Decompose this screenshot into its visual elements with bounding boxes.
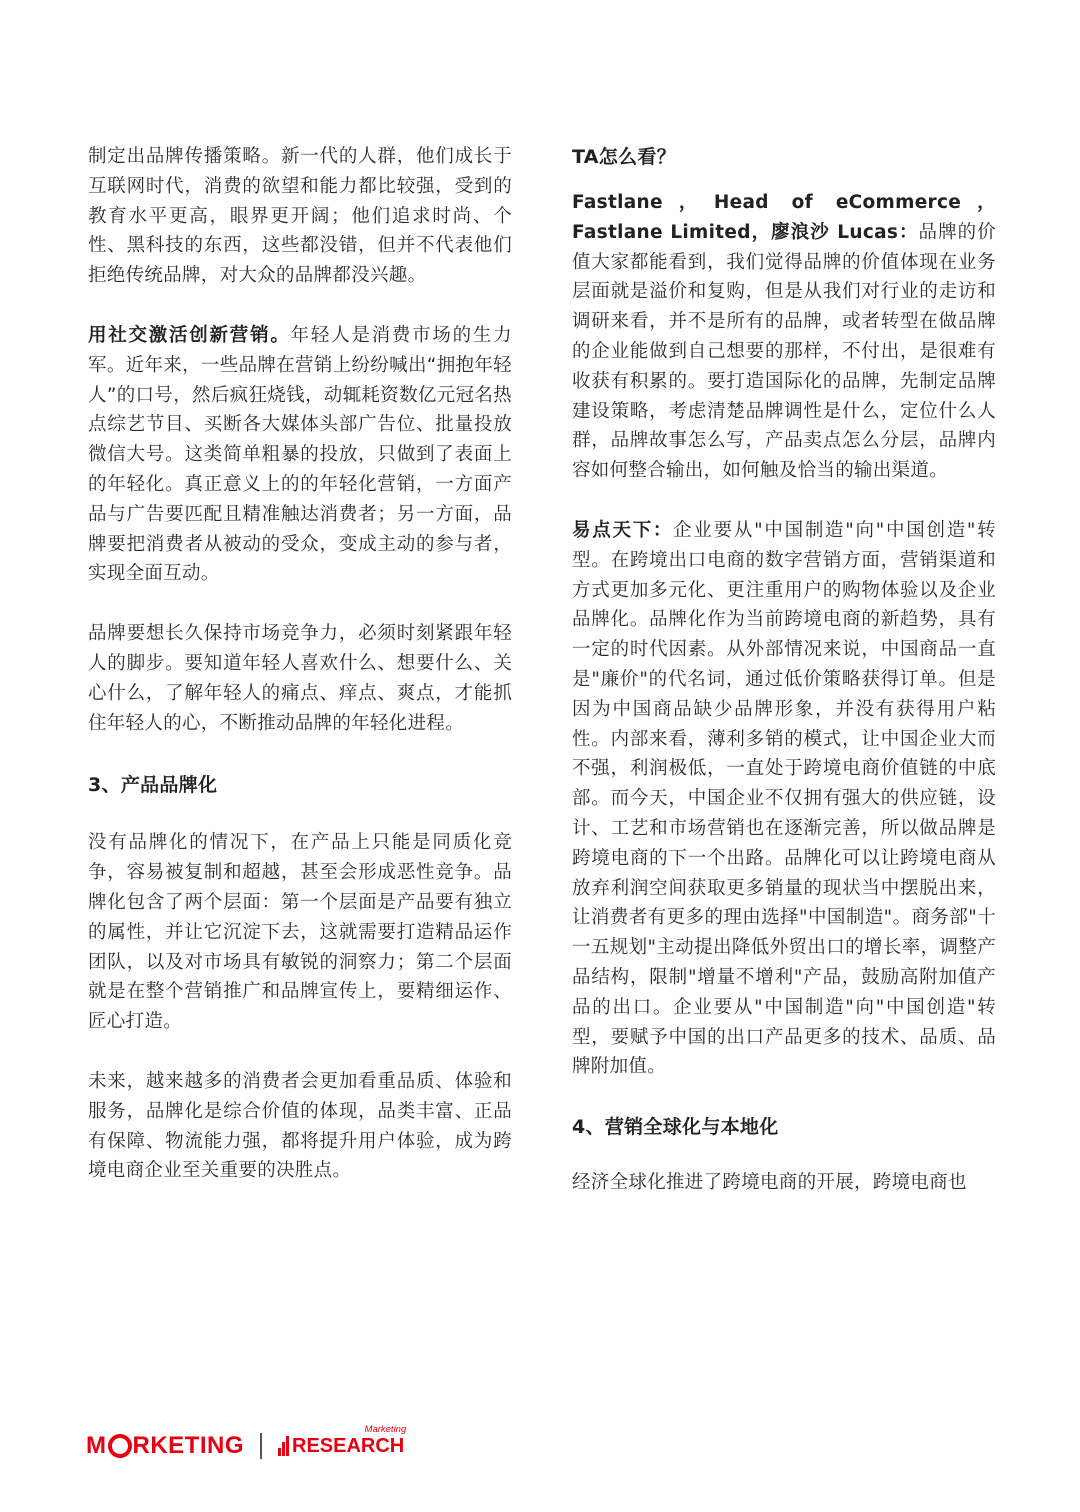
paragraph-2 bbox=[88, 321, 512, 589]
marketing-logo-m: M bbox=[86, 1432, 107, 1459]
quote-fastlane-lead: Fastlane，Head of eCommerce，Fastlane Limited，廖浪沙 Lucas： bbox=[572, 192, 996, 243]
research-logo-text: RESEARCH bbox=[292, 1435, 405, 1457]
paragraph-last: 经济全球化推进了跨境电商的开展，跨境电商也 bbox=[572, 1172, 967, 1194]
research-logo bbox=[278, 1424, 407, 1457]
paragraph-4: 没有品牌化的情况下，在产品上只能是同质化竞争，容易被复制和超越，甚至会形成恶性竞争。品牌化包含了两个层面：第一个层面是产品要有独立的属性，并让它沉淀下去，这就需要打造精品运作团队，以及对市场具有敏锐的洞察力；第二个层面就是在整个营销推广和品牌宣传上，要精细运作、匠心打造。 bbox=[88, 832, 512, 1033]
research-logo-small-text: Marketing bbox=[364, 1424, 407, 1435]
quote-fastlane-body: 品牌的价值大家都能看到，我们觉得品牌的价值体现在业务层面就是溢价和复购，但是从我们对行业的走访和调研来看，并不是所有的品牌，或者转型在做品牌的企业能做到自己想要的那样，不付出，是很难有收获有积累的。要打造国际化的品牌，先制定品牌建设策略，考虑清楚品牌调性是什么，定位什么人群，品牌故事怎么写，产品卖点怎么分层，品牌内容如何整合输出，如何触及恰当的输出渠道。 bbox=[572, 221, 997, 482]
quote-yidiantianxia-lead: 易点天下： bbox=[572, 519, 674, 541]
quote-fastlane bbox=[572, 188, 996, 486]
paragraph-5: 未来，越来越多的消费者会更加看重品质、体验和服务，品牌化是综合价值的体现，品类丰富、正品有保障、物流能力强，都将提升用户体验，成为跨境电商企业至关重要的决胜点。 bbox=[88, 1070, 512, 1182]
research-bars-icon bbox=[278, 1436, 290, 1456]
marketing-logo-o-icon bbox=[108, 1434, 132, 1458]
paragraph-2-body: 年轻人是消费市场的生力军。近年来，一些品牌在营销上纷纷喊出“拥抱年轻人”的口号，然后疯狂烧钱，动辄耗资数亿元冠名热点综艺节目、买断各大媒体头部广告位、批量投放微信大号。这类简单粗暴的投放，只做到了表面上的年轻化。真正意义上的的年轻化营销，一方面产品与广告要匹配且精准触达消费者；另一方面，品牌要把消费者从被动的受众，变成主动的参与者，实现全面互动。 bbox=[88, 324, 512, 585]
footer-logos bbox=[86, 1424, 407, 1466]
right-column bbox=[572, 142, 996, 1228]
left-column bbox=[88, 142, 512, 1216]
logo-divider bbox=[260, 1433, 262, 1459]
section-heading-3: 3、产品品牌化 bbox=[88, 774, 218, 797]
quote-yidiantianxia bbox=[572, 516, 996, 1082]
section-heading-4: 4、营销全球化与本地化 bbox=[572, 1116, 779, 1139]
paragraph-1: 制定出品牌传播策略。新一代的人群，他们成长于互联网时代，消费的欲望和能力都比较强，受到的教育水平更高，眼界更开阔；他们追求时尚、个性、黑科技的东西，这些都没错，但并不代表他们拒绝传统品牌，对大众的品牌都没兴趣。 bbox=[88, 146, 512, 287]
paragraph-2-lead: 用社交激活创新营销。 bbox=[88, 324, 291, 346]
paragraph-3: 品牌要想长久保持市场竞争力，必须时刻紧跟年轻人的脚步。要知道年轻人喜欢什么、想要什么、关心什么，了解年轻人的痛点、痒点、爽点，才能抓住年轻人的心，不断推动品牌的年轻化进程。 bbox=[88, 623, 512, 734]
ta-heading: TA怎么看？ bbox=[572, 146, 676, 168]
marketing-logo bbox=[86, 1432, 244, 1460]
quote-yidiantianxia-body: 企业要从"中国制造"向"中国创造"转型。在跨境出口电商的数字营销方面，营销渠道和方式更加多元化、更注重用户的购物体验以及企业品牌化。品牌化作为当前跨境电商的新趋势，具有一定的时代因素。从外部情况来说，中国商品一直是"廉价"的代名词，通过低价策略获得订单。但是因为中国商品缺少品牌形象，并没有获得用户粘性。内部来看，薄利多销的模式，让中国企业大而不强，利润极低，一直处于跨境电商价值链的中底部。而今天，中国企业不仅拥有强大的供应链，设计、工艺和市场营销也在逐渐完善，所以做品牌是跨境电商的下一个出路。品牌化可以让跨境电商从放弃利润空间获取更多销量的现状当中摆脱出来，让消费者有更多的理由选择"中国制造"。商务部"十一五规划"主动提出降低外贸出口的增长率，调整产品结构，限制"增量不增利"产品，鼓励高附加值产品的出口。企业要从"中国制造"向"中国创造"转型，要赋予中国的出口产品更多的技术、品质、品牌附加值。 bbox=[572, 519, 996, 1078]
marketing-logo-rest: RKETING bbox=[132, 1432, 244, 1459]
